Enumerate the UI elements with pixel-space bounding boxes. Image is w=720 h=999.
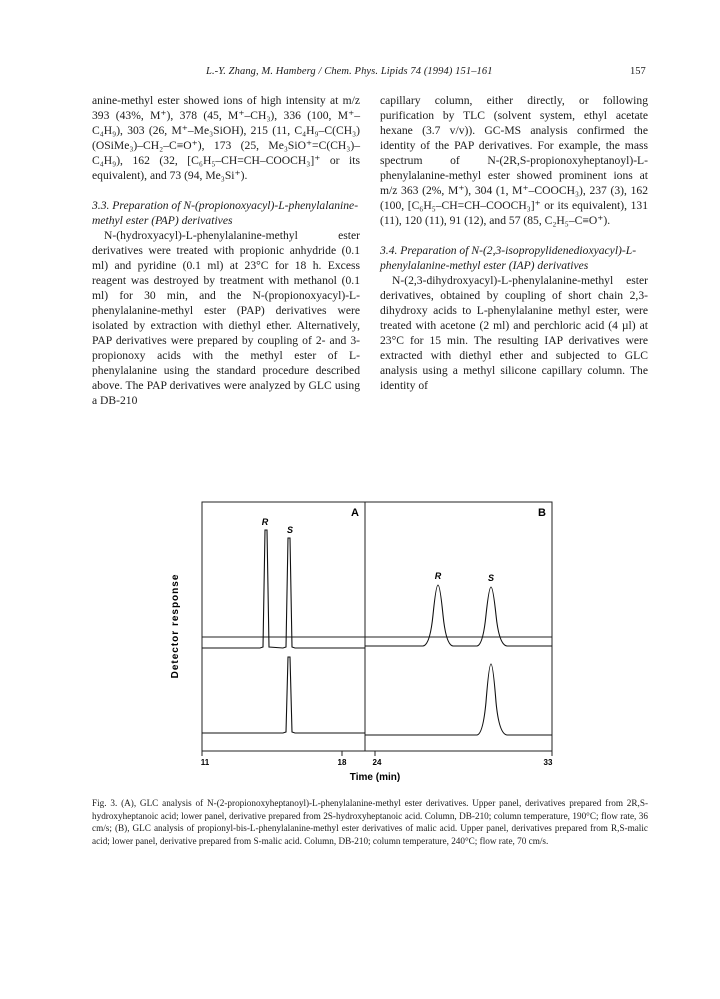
- x-axis-title: Time (min): [349, 772, 401, 783]
- figure-caption: [92, 797, 648, 847]
- chromatogram-svg: [165, 490, 565, 790]
- peak-label-a-r: R: [261, 517, 269, 527]
- peak-label-b-r: R: [434, 571, 442, 581]
- y-axis-title: Detector response: [170, 573, 181, 679]
- left-column: [92, 93, 360, 408]
- tick-label-a-18: 18: [337, 758, 347, 767]
- panel-b-label: B: [538, 507, 546, 519]
- panel-a-label: A: [351, 507, 359, 519]
- left-paragraph-1: anine-methyl ester showed ions of high intensity at m/z 393 (43%, M⁺), 378 (45, M⁺–CH₃), 336 (100, M⁺–C₄H₉), 303 (26, M⁺–Me₃SiOH), 215 (11, C₄H₉–C(CH₃)(OSiMe₃)–CH₂–C≡O⁺), 173 (25, Me₃SiO⁺=C(CH₃)–C₄H₉), 162 (32, [C₆H₅–CH=CH–COOCH₃]⁺ or its equivalent), and 73 (94, Me₃Si⁺).: [92, 94, 360, 182]
- panel-b-frame: [365, 502, 552, 751]
- panel-b-lower-trace: [365, 664, 552, 735]
- peak-label-a-s: S: [286, 525, 294, 535]
- page-number: 157: [630, 66, 646, 77]
- panel-a-lower-trace: [202, 657, 365, 733]
- right-paragraph-2: N-(2,3-dihydroxyacyl)-L-phenylalanine-methyl ester derivatives, obtained by coupling of short chain 2,3-dihydroxy acids to L-phenylalanine methyl ester, were treated with acetone (2 ml) and perchloric acid (4 µl) at 23°C for 15 min. The resulting IAP derivatives were extracted with diethyl ether and subjected to GLC analysis using a methyl silicone capillary column. The identity of: [380, 274, 648, 392]
- right-column: [380, 93, 648, 393]
- tick-label-a-11: 11: [200, 758, 210, 767]
- section-heading-3-3: 3.3. Preparation of N-(propionoxyacyl)-L-phenylalanine-methyl ester (PAP) derivatives: [92, 199, 359, 227]
- caption-text: Fig. 3. (A), GLC analysis of N-(2-propionoxyheptanoyl)-L-phenylalanine-methyl ester derivatives. Upper panel, derivatives prepared from 2R,S-hydroxyheptanoic acid; lower panel, derivative prepared from 2S-hydroxyheptanoic acid. Column, DB-210; column temperature, 190°C; flow rate, 36 cm/s; (B), GLC analysis of propionyl-bis-L-phenylalanine-methyl ester derivatives of malic acid. Upper panel, derivatives prepared from R,S-malic acid; lower panel, derivative prepared from S-malic acid. Column, DB-210; column temperature, 240°C; flow rate, 70 cm/s.: [92, 798, 648, 846]
- panel-a-upper-trace: [202, 530, 365, 648]
- left-paragraph-2: N-(hydroxyacyl)-L-phenylalanine-methyl ester derivatives were treated with propionic anhydride (0.1 ml) and pyridine (0.1 ml) at 23°C for 18 h. Excess reagent was destroyed by treatment with methanol (0.1 ml) for 30 min, and the N-(propionoxyacyl)-L-phenylalanine-methyl ester (PAP) derivatives were isolated by extraction with diethyl ether. Alternatively, PAP derivatives were prepared by coupling of 2- and 3-propionoxy acids with the methyl ester of L-phenylalanine using the standard procedure described above. The PAP derivatives were analyzed by GLC using a DB-210: [92, 229, 360, 407]
- panel-a-frame: [202, 502, 365, 751]
- tick-label-b-33: 33: [543, 758, 553, 767]
- journal-citation: L.-Y. Zhang, M. Hamberg / Chem. Phys. Lipids 74 (1994) 151–161: [206, 66, 493, 77]
- section-heading-3-4: 3.4. Preparation of N-(2,3-isopropylidenedioxyacyl)-L-phenylalanine-methyl ester (IAP) derivatives: [380, 244, 637, 272]
- running-header: [0, 66, 720, 80]
- figure-3-chromatograms: [165, 490, 565, 790]
- peak-label-b-s: S: [487, 573, 495, 583]
- tick-label-b-24: 24: [372, 758, 382, 767]
- right-paragraph-1: capillary column, either directly, or following purification by TLC (solvent system, ethyl acetate hexane (3.7 v/v)). GC-MS analysis confirmed the identity of the PAP derivatives. For example, the mass spectrum of N-(2R,S-propionoxyheptanoyl)-L-phenylalanine-methyl ester showed prominent ions at m/z 363 (2%, M⁺), 304 (1, M⁺–COOCH₃), 237 (3), 162 (100, [C₆H₅–CH=CH–COOCH₃]⁺ or its equivalent), 131 (11), 120 (11), 91 (12), and 57 (85, C₂H₅–C≡O⁺).: [380, 94, 648, 227]
